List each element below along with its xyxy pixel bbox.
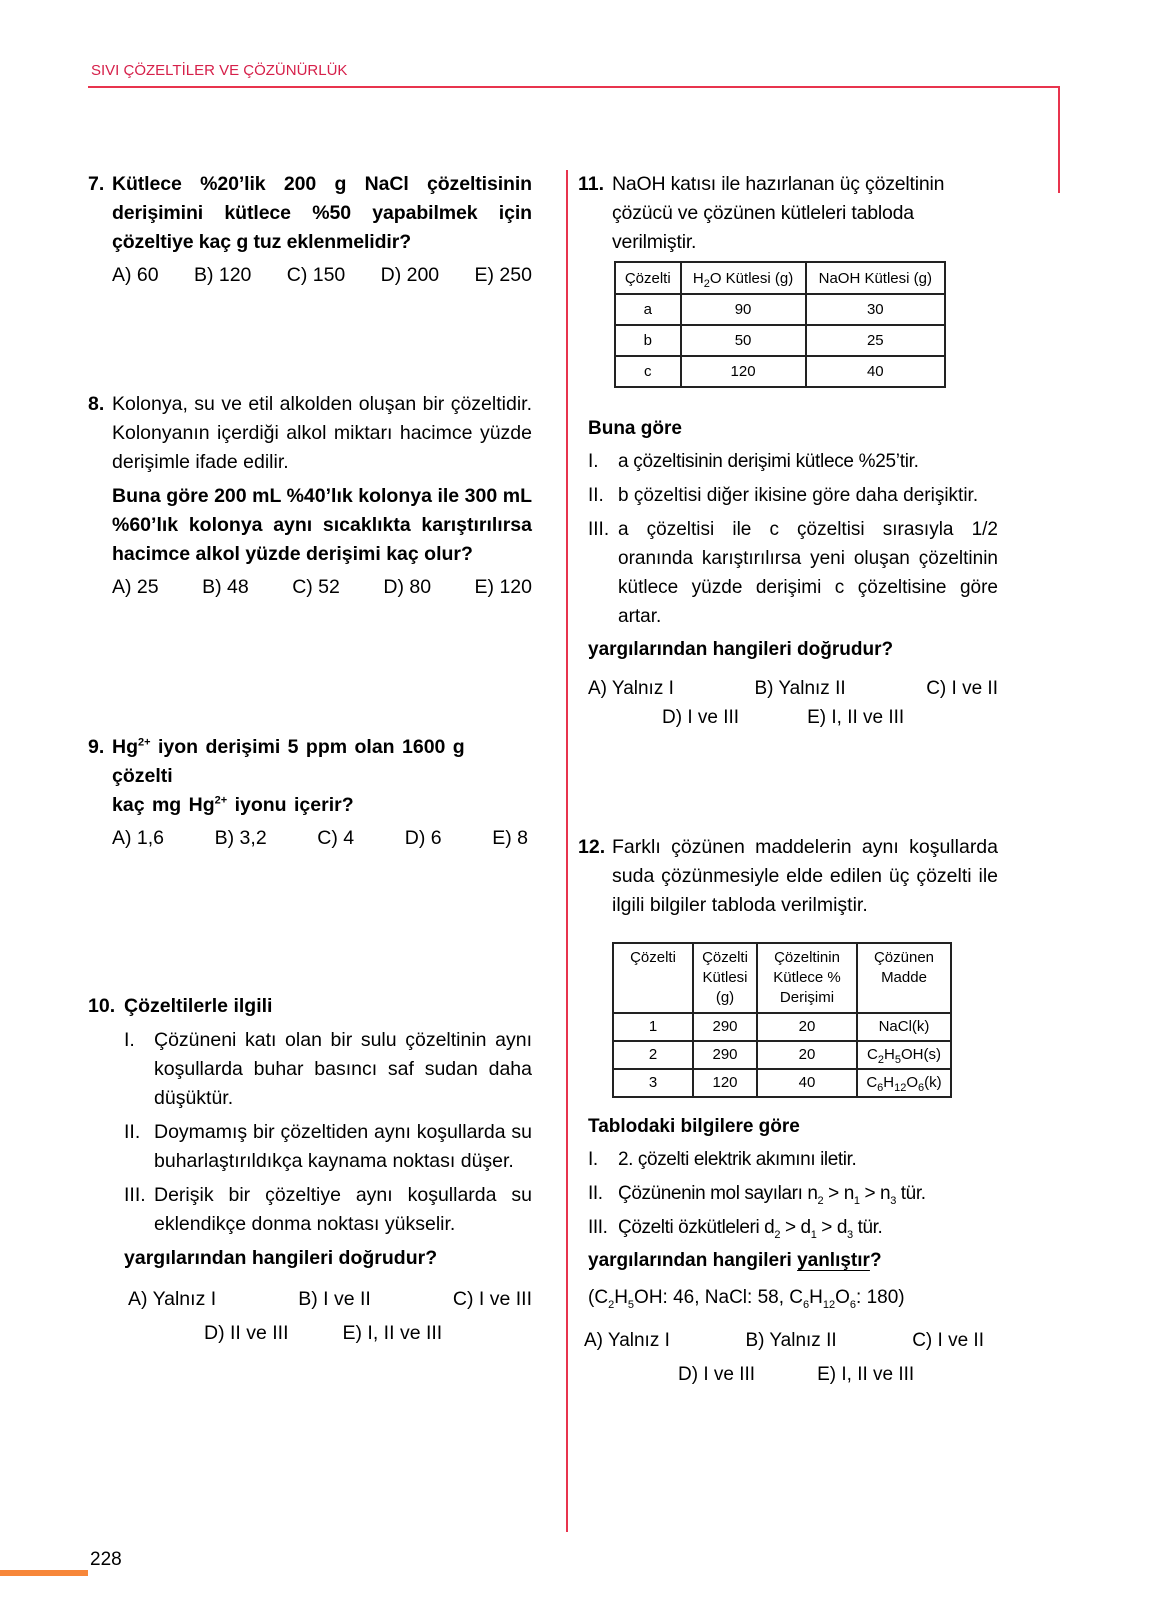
question-number: 7. (88, 173, 105, 195)
option-a[interactable]: A) 60 (112, 264, 159, 286)
statement-1: I. 2. çözelti elektrik akımını iletir. (588, 1149, 857, 1170)
page-number: 228 (90, 1549, 122, 1570)
option-a[interactable]: A) Yalnız I (588, 678, 674, 699)
option-d[interactable]: D) I ve III (662, 707, 740, 728)
question-11 (578, 170, 998, 732)
question-number: 9. (88, 736, 105, 758)
option-b[interactable]: B) 3,2 (214, 827, 267, 849)
option-a[interactable]: A) Yalnız I (128, 1288, 217, 1310)
header-divider (88, 86, 1060, 88)
option-b[interactable]: B) Yalnız II (745, 1330, 837, 1351)
table-row: c 120 40 (615, 356, 945, 387)
question-number: 12. (578, 836, 606, 858)
option-a[interactable]: A) Yalnız I (584, 1330, 670, 1351)
option-c[interactable]: C) 52 (292, 576, 340, 598)
question-prompt: yargılarından hangileri doğrudur? (124, 1247, 438, 1269)
option-e[interactable]: E) 250 (474, 264, 532, 286)
option-d[interactable]: D) 80 (383, 576, 432, 598)
table-header: Çözeltinin Kütlece % Derişimi (757, 943, 857, 1013)
option-e[interactable]: E) I, II ve III (342, 1322, 443, 1344)
emphasis-underlined: yanlıştır (797, 1250, 870, 1271)
table-header: Çözelti Kütlesi (g) (693, 943, 757, 1013)
question-intro: NaOH katısı ile hazırlanan üç çözeltinin çözücü ve çözünen kütleleri tabloda verilmiştir. (612, 173, 945, 253)
question-intro: Farklı çözünen maddelerin aynı koşullarda suda çözünmesiyle elde edilen üç çözelti ile ilgili bilgiler tabloda verilmiştir. (612, 836, 998, 916)
option-e[interactable]: E) I, II ve III (817, 1364, 915, 1385)
option-e[interactable]: E) I, II ve III (807, 707, 905, 728)
molar-masses-note: ($C_2H_5OH$: 46, NaCl: 58, $C_6H_{12}O_6$: 180) (588, 1287, 905, 1311)
question-title: Çözeltilerle ilgili (124, 995, 273, 1017)
option-b[interactable]: B) 120 (193, 264, 252, 286)
option-c[interactable]: C) I ve II (926, 678, 998, 699)
question-9 (88, 733, 532, 853)
answer-options (112, 261, 532, 290)
statement-3: III. a çözeltisi ile c çözeltisi sırasıyla 1/2 oranında karıştırılırsa yeni oluşan çözeltinin kütlece yüzde derişimi c çözeltisine göre artar. (588, 519, 998, 627)
option-b[interactable]: B) 48 (202, 576, 249, 598)
question-8 (88, 390, 532, 602)
statement-2: II. Doymamış bir çözeltiden aynı koşullarda su buharlaştırıldıkça kaynama noktası düşer. (124, 1121, 532, 1172)
statement-1: I. Çözüneni katı olan bir sulu çözeltinin aynı koşullarda buhar basıncı saf sudan daha düşüktür. (124, 1029, 532, 1109)
question-intro: Kolonya, su ve etil alkolden oluşan bir çözeltidir. Kolonyanın içerdiği alkol miktarı hacimce yüzde derişimle ifade edilir. (112, 393, 532, 473)
option-c[interactable]: C) 4 (317, 827, 355, 849)
header-right-divider (1058, 86, 1060, 193)
statement-2: II. b çözeltisi diğer ikisine göre daha derişiktir. (588, 485, 979, 506)
question-7 (88, 170, 532, 290)
question-prompt: yargılarından hangileri yanlıştır? (588, 1250, 882, 1271)
option-d[interactable]: D) 6 (404, 827, 442, 849)
answer-options-row-2 (588, 1360, 998, 1389)
answer-options-row-1 (584, 1326, 998, 1355)
question-12 (578, 833, 998, 1389)
answer-options-row-1 (588, 674, 998, 703)
table-row: a 90 30 (615, 294, 945, 325)
data-table (612, 942, 952, 1098)
answer-options (112, 824, 532, 853)
table-header: Çözünen Madde (857, 943, 951, 1013)
table-row: b 50 25 (615, 325, 945, 356)
option-e[interactable]: E) 8 (492, 827, 528, 849)
statement-2: II. Çözünenin mol sayıları $n_2 > n_1 > n_3$ tür. (588, 1183, 926, 1207)
table-row: 1 290 20 NaCl(k) (613, 1013, 951, 1041)
table-header: Çözelti (615, 262, 681, 294)
statement-1: I. a çözeltisinin derişimi kütlece %25’tir. (588, 451, 919, 472)
answer-options (112, 573, 532, 602)
question-lead: Buna göre (588, 418, 682, 439)
option-d[interactable]: D) I ve III (678, 1364, 756, 1385)
answer-options-row-2 (588, 703, 998, 732)
question-number: 11. (578, 173, 605, 195)
question-10 (88, 992, 532, 1348)
data-table (614, 261, 946, 388)
option-d[interactable]: D) II ve III (204, 1322, 289, 1344)
option-e[interactable]: E) 120 (474, 576, 532, 598)
option-c[interactable]: C) 150 (286, 264, 346, 286)
question-stem: Buna göre 200 mL %40’lık kolonya ile 300 mL %60’lık kolonya aynı sıcaklıkta karıştırılırsa hacimce alkol yüzde derişimi kaç olur? (112, 485, 532, 565)
question-prompt: yargılarından hangileri doğrudur? (588, 639, 894, 660)
table-header: Çözelti (613, 943, 693, 1013)
question-number: 10. (88, 995, 116, 1017)
option-c[interactable]: C) I ve III (452, 1288, 532, 1310)
question-lead: Tablodaki bilgilere göre (588, 1116, 800, 1137)
option-b[interactable]: B) I ve II (298, 1288, 371, 1310)
option-a[interactable]: A) 25 (112, 576, 159, 598)
option-c[interactable]: C) I ve II (912, 1330, 984, 1351)
question-number: 8. (88, 393, 105, 415)
table-header: NaOH Kütlesi (g) (806, 262, 945, 294)
column-divider (566, 170, 568, 1532)
question-stem: Kütlece %20’lik 200 g NaCl çözeltisinin derişimini kütlece %50 yapabilmek için çözeltiye kaç g tuz eklenmelidir? (112, 173, 532, 253)
option-b[interactable]: B) Yalnız II (754, 678, 846, 699)
statement-3: III. Derişik bir çözeltiye aynı koşullarda su eklendikçe donma noktası yükselir. (124, 1184, 532, 1235)
answer-options-row-2 (124, 1319, 532, 1348)
table-header: $H_2O$ Kütlesi (g) (681, 262, 806, 294)
table-row: 2 290 20 $C_2H_5OH(s)$ (613, 1041, 951, 1069)
footer-accent-bar (0, 1570, 88, 1576)
option-d[interactable]: D) 200 (380, 264, 440, 286)
statement-3: III. Çözelti özkütleleri $d_2 > d_1 > d_3$ tür. (588, 1217, 883, 1241)
answer-options-row-1 (124, 1285, 532, 1314)
running-header-title: SIVI ÇÖZELTİLER VE ÇÖZÜNÜRLÜK (91, 62, 348, 79)
table-row: 3 120 40 $C_6H_{12}O_6(k)$ (613, 1069, 951, 1097)
question-stem: $Hg^{2+}$ iyon derişimi 5 ppm olan 1600 g çözelti kaç mg $Hg^{2+}$ iyonu içerir? (112, 736, 465, 816)
option-a[interactable]: A) 1,6 (112, 827, 165, 849)
